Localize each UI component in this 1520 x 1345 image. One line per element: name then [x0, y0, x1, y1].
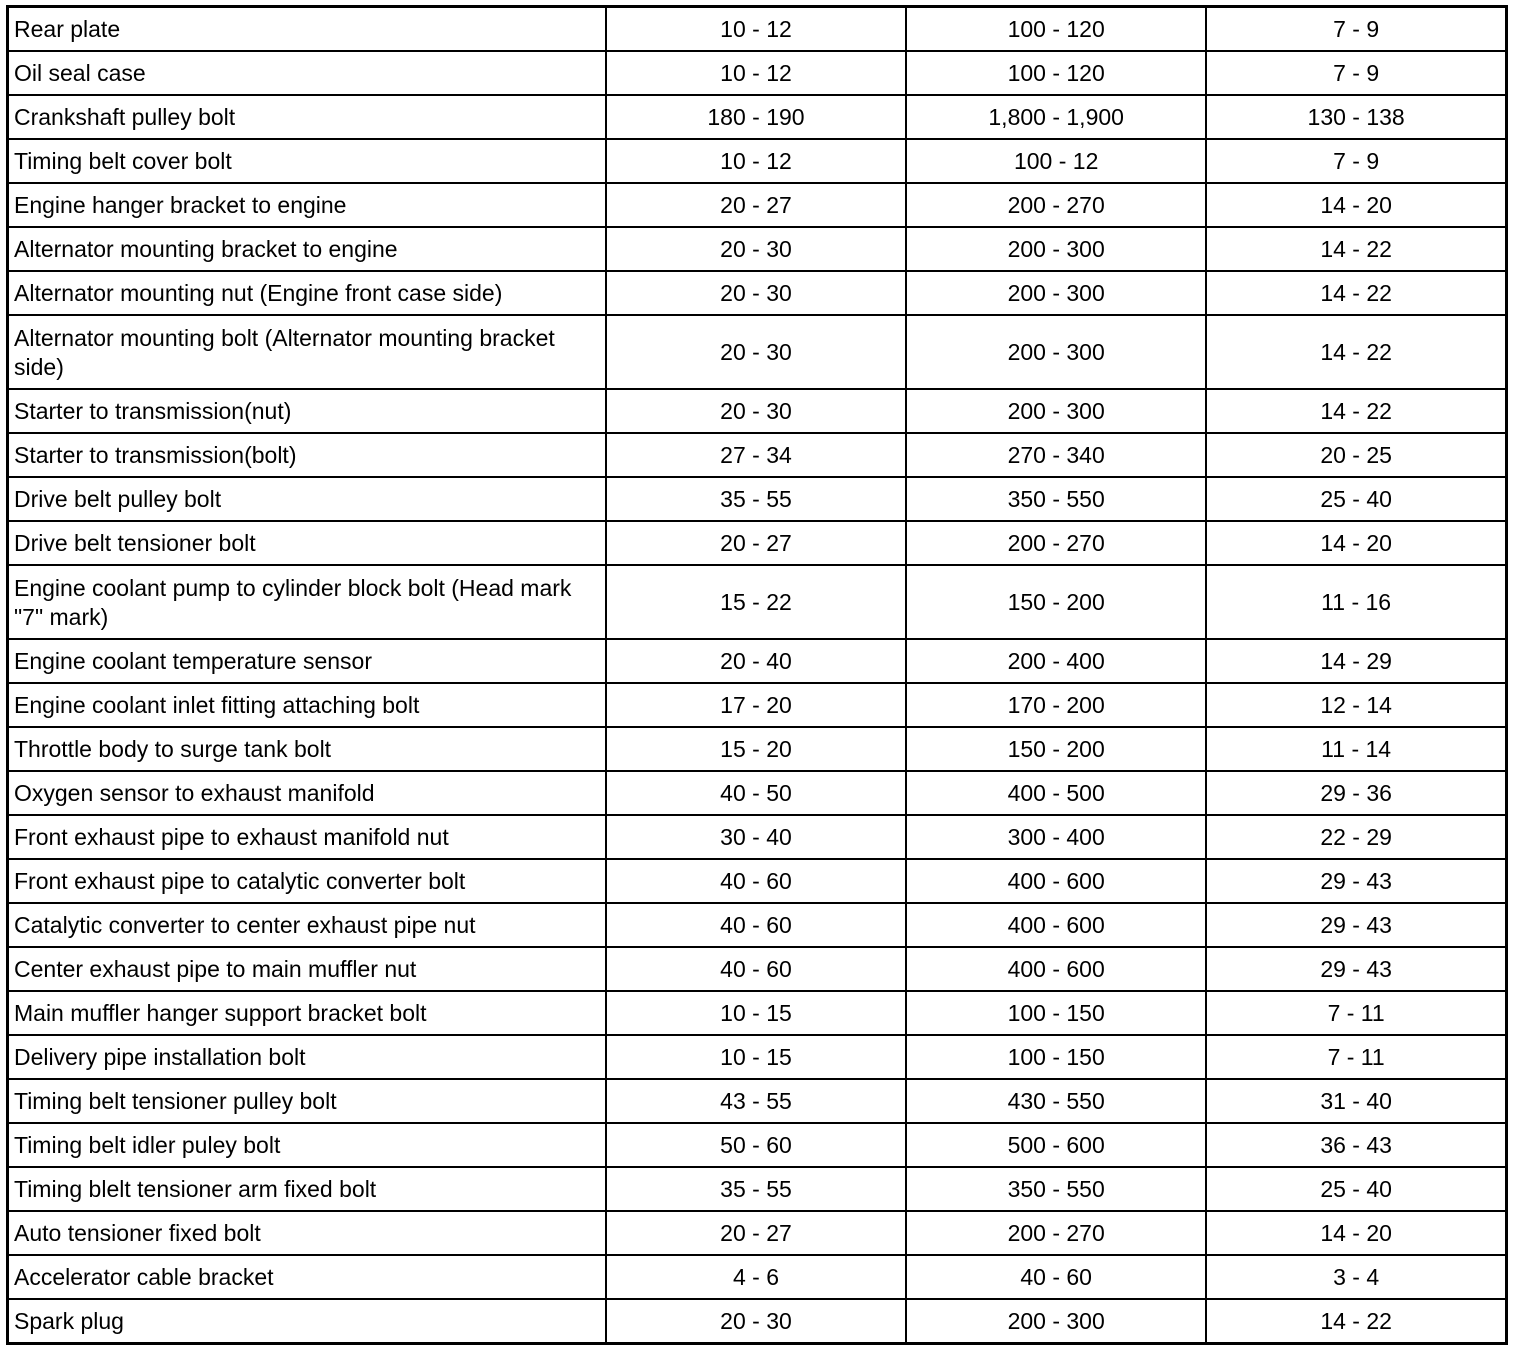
item-cell: Engine hanger bracket to engine	[8, 183, 606, 227]
lb-ft-value-cell: 20 - 25	[1206, 433, 1506, 477]
lb-ft-value-cell: 14 - 20	[1206, 183, 1506, 227]
nm-value-cell: 17 - 20	[606, 683, 906, 727]
nm-value-cell: 180 - 190	[606, 95, 906, 139]
nm-value-cell: 10 - 12	[606, 7, 906, 52]
lb-ft-value-cell: 25 - 40	[1206, 477, 1506, 521]
item-cell: Engine coolant pump to cylinder block bolt (Head mark "7" mark)	[8, 565, 606, 639]
item-cell: Alternator mounting bracket to engine	[8, 227, 606, 271]
kgf-cm-value-cell: 100 - 12	[906, 139, 1206, 183]
lb-ft-value-cell: 14 - 20	[1206, 1211, 1506, 1255]
nm-value-cell: 20 - 30	[606, 271, 906, 315]
table-row	[8, 51, 1507, 95]
item-cell: Main muffler hanger support bracket bolt	[8, 991, 606, 1035]
lb-ft-value-cell: 29 - 43	[1206, 947, 1506, 991]
nm-value-cell: 35 - 55	[606, 1167, 906, 1211]
lb-ft-value-cell: 7 - 9	[1206, 51, 1506, 95]
table-row	[8, 521, 1507, 565]
lb-ft-value-cell: 14 - 29	[1206, 639, 1506, 683]
item-cell: Auto tensioner fixed bolt	[8, 1211, 606, 1255]
item-cell: Front exhaust pipe to exhaust manifold nut	[8, 815, 606, 859]
kgf-cm-value-cell: 300 - 400	[906, 815, 1206, 859]
item-cell: Timing blelt tensioner arm fixed bolt	[8, 1167, 606, 1211]
kgf-cm-value-cell: 200 - 300	[906, 1299, 1206, 1344]
kgf-cm-value-cell: 100 - 120	[906, 51, 1206, 95]
table-row	[8, 639, 1507, 683]
table-row	[8, 1123, 1507, 1167]
kgf-cm-value-cell: 400 - 600	[906, 859, 1206, 903]
nm-value-cell: 4 - 6	[606, 1255, 906, 1299]
item-cell: Starter to transmission(bolt)	[8, 433, 606, 477]
nm-value-cell: 40 - 60	[606, 903, 906, 947]
nm-value-cell: 20 - 27	[606, 1211, 906, 1255]
item-cell: Engine coolant inlet fitting attaching bolt	[8, 683, 606, 727]
kgf-cm-value-cell: 200 - 300	[906, 227, 1206, 271]
table-row	[8, 227, 1507, 271]
nm-value-cell: 10 - 12	[606, 51, 906, 95]
table-row	[8, 139, 1507, 183]
table-row	[8, 95, 1507, 139]
nm-value-cell: 15 - 20	[606, 727, 906, 771]
lb-ft-value-cell: 14 - 22	[1206, 271, 1506, 315]
lb-ft-value-cell: 7 - 9	[1206, 7, 1506, 52]
item-cell: Timing belt tensioner pulley bolt	[8, 1079, 606, 1123]
lb-ft-value-cell: 22 - 29	[1206, 815, 1506, 859]
item-cell: Rear plate	[8, 7, 606, 52]
lb-ft-value-cell: 29 - 43	[1206, 903, 1506, 947]
nm-value-cell: 40 - 60	[606, 947, 906, 991]
item-cell: Oil seal case	[8, 51, 606, 95]
kgf-cm-value-cell: 200 - 270	[906, 521, 1206, 565]
lb-ft-value-cell: 7 - 9	[1206, 139, 1506, 183]
kgf-cm-value-cell: 200 - 300	[906, 271, 1206, 315]
nm-value-cell: 15 - 22	[606, 565, 906, 639]
lb-ft-value-cell: 29 - 36	[1206, 771, 1506, 815]
table-row	[8, 991, 1507, 1035]
nm-value-cell: 30 - 40	[606, 815, 906, 859]
nm-value-cell: 10 - 12	[606, 139, 906, 183]
lb-ft-value-cell: 7 - 11	[1206, 991, 1506, 1035]
kgf-cm-value-cell: 430 - 550	[906, 1079, 1206, 1123]
item-cell: Front exhaust pipe to catalytic converter bolt	[8, 859, 606, 903]
item-cell: Accelerator cable bracket	[8, 1255, 606, 1299]
kgf-cm-value-cell: 170 - 200	[906, 683, 1206, 727]
kgf-cm-value-cell: 100 - 150	[906, 991, 1206, 1035]
table-row	[8, 477, 1507, 521]
kgf-cm-value-cell: 500 - 600	[906, 1123, 1206, 1167]
item-cell: Crankshaft pulley bolt	[8, 95, 606, 139]
table-row	[8, 1035, 1507, 1079]
table-row	[8, 1167, 1507, 1211]
lb-ft-value-cell: 14 - 22	[1206, 227, 1506, 271]
kgf-cm-value-cell: 200 - 270	[906, 1211, 1206, 1255]
item-cell: Starter to transmission(nut)	[8, 389, 606, 433]
nm-value-cell: 20 - 30	[606, 315, 906, 389]
table-row	[8, 1211, 1507, 1255]
lb-ft-value-cell: 14 - 22	[1206, 1299, 1506, 1344]
table-row	[8, 1079, 1507, 1123]
item-cell: Timing belt idler puley bolt	[8, 1123, 606, 1167]
table-row	[8, 947, 1507, 991]
kgf-cm-value-cell: 350 - 550	[906, 1167, 1206, 1211]
table-row	[8, 683, 1507, 727]
lb-ft-value-cell: 3 - 4	[1206, 1255, 1506, 1299]
lb-ft-value-cell: 11 - 16	[1206, 565, 1506, 639]
kgf-cm-value-cell: 200 - 300	[906, 315, 1206, 389]
table-row	[8, 903, 1507, 947]
table-row	[8, 433, 1507, 477]
item-cell: Alternator mounting nut (Engine front case side)	[8, 271, 606, 315]
item-cell: Timing belt cover bolt	[8, 139, 606, 183]
table-row	[8, 389, 1507, 433]
table-row	[8, 1255, 1507, 1299]
kgf-cm-value-cell: 400 - 500	[906, 771, 1206, 815]
lb-ft-value-cell: 7 - 11	[1206, 1035, 1506, 1079]
kgf-cm-value-cell: 1,800 - 1,900	[906, 95, 1206, 139]
table-row	[8, 565, 1507, 639]
nm-value-cell: 50 - 60	[606, 1123, 906, 1167]
kgf-cm-value-cell: 200 - 300	[906, 389, 1206, 433]
item-cell: Center exhaust pipe to main muffler nut	[8, 947, 606, 991]
kgf-cm-value-cell: 270 - 340	[906, 433, 1206, 477]
item-cell: Throttle body to surge tank bolt	[8, 727, 606, 771]
item-cell: Delivery pipe installation bolt	[8, 1035, 606, 1079]
table-row	[8, 727, 1507, 771]
lb-ft-value-cell: 31 - 40	[1206, 1079, 1506, 1123]
nm-value-cell: 35 - 55	[606, 477, 906, 521]
nm-value-cell: 20 - 30	[606, 389, 906, 433]
lb-ft-value-cell: 14 - 22	[1206, 389, 1506, 433]
kgf-cm-value-cell: 100 - 120	[906, 7, 1206, 52]
kgf-cm-value-cell: 400 - 600	[906, 903, 1206, 947]
nm-value-cell: 20 - 27	[606, 183, 906, 227]
table-row	[8, 315, 1507, 389]
nm-value-cell: 40 - 60	[606, 859, 906, 903]
kgf-cm-value-cell: 350 - 550	[906, 477, 1206, 521]
lb-ft-value-cell: 12 - 14	[1206, 683, 1506, 727]
table-body	[8, 7, 1507, 1344]
lb-ft-value-cell: 14 - 20	[1206, 521, 1506, 565]
nm-value-cell: 20 - 27	[606, 521, 906, 565]
table-row	[8, 183, 1507, 227]
kgf-cm-value-cell: 200 - 400	[906, 639, 1206, 683]
lb-ft-value-cell: 36 - 43	[1206, 1123, 1506, 1167]
item-cell: Drive belt pulley bolt	[8, 477, 606, 521]
kgf-cm-value-cell: 200 - 270	[906, 183, 1206, 227]
nm-value-cell: 10 - 15	[606, 1035, 906, 1079]
item-cell: Oxygen sensor to exhaust manifold	[8, 771, 606, 815]
table-row	[8, 859, 1507, 903]
kgf-cm-value-cell: 100 - 150	[906, 1035, 1206, 1079]
kgf-cm-value-cell: 400 - 600	[906, 947, 1206, 991]
nm-value-cell: 40 - 50	[606, 771, 906, 815]
table-row	[8, 815, 1507, 859]
item-cell: Alternator mounting bolt (Alternator mounting bracket side)	[8, 315, 606, 389]
item-cell: Spark plug	[8, 1299, 606, 1344]
kgf-cm-value-cell: 150 - 200	[906, 565, 1206, 639]
nm-value-cell: 27 - 34	[606, 433, 906, 477]
nm-value-cell: 43 - 55	[606, 1079, 906, 1123]
item-cell: Catalytic converter to center exhaust pipe nut	[8, 903, 606, 947]
item-cell: Drive belt tensioner bolt	[8, 521, 606, 565]
lb-ft-value-cell: 11 - 14	[1206, 727, 1506, 771]
nm-value-cell: 20 - 30	[606, 1299, 906, 1344]
lb-ft-value-cell: 14 - 22	[1206, 315, 1506, 389]
table-row	[8, 1299, 1507, 1344]
lb-ft-value-cell: 29 - 43	[1206, 859, 1506, 903]
nm-value-cell: 20 - 30	[606, 227, 906, 271]
lb-ft-value-cell: 130 - 138	[1206, 95, 1506, 139]
kgf-cm-value-cell: 150 - 200	[906, 727, 1206, 771]
table-row	[8, 271, 1507, 315]
lb-ft-value-cell: 25 - 40	[1206, 1167, 1506, 1211]
nm-value-cell: 20 - 40	[606, 639, 906, 683]
kgf-cm-value-cell: 40 - 60	[906, 1255, 1206, 1299]
item-cell: Engine coolant temperature sensor	[8, 639, 606, 683]
table-row	[8, 771, 1507, 815]
nm-value-cell: 10 - 15	[606, 991, 906, 1035]
torque-spec-table	[6, 5, 1508, 1345]
table-row	[8, 7, 1507, 52]
